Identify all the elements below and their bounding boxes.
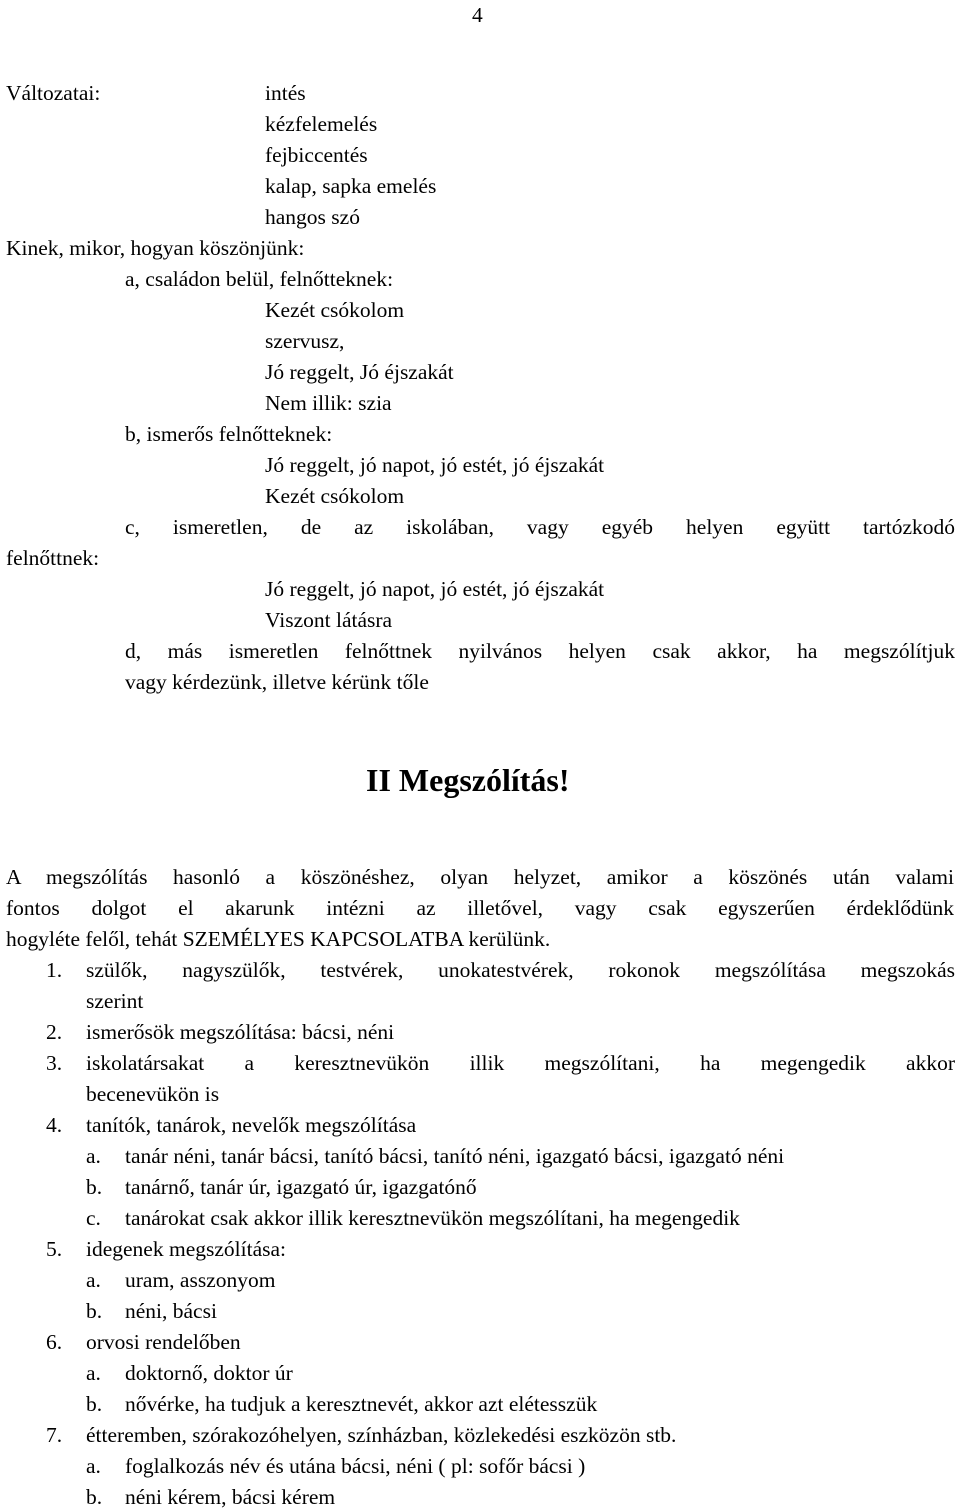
sub-item-text: nővérke, ha tudjuk a keresztnevét, akkor azt elétesszük (125, 1392, 598, 1416)
list-item-text-cont: szerint (86, 989, 144, 1013)
sub-item-text: tanár néni, tanár bácsi, tanító bácsi, tanító néni, igazgató bácsi, igazgató néni (125, 1144, 785, 1168)
sub-item-text: néni, bácsi (125, 1299, 217, 1323)
list-number: 4. (46, 1113, 63, 1137)
variant-item: fejbiccentés (265, 143, 368, 167)
list-item-text: orvosi rendelőben (86, 1330, 241, 1354)
case-b-item: Jó reggelt, jó napot, jó estét, jó éjszakát (265, 453, 605, 477)
sub-item-text: tanárnő, tanár úr, igazgató úr, igazgatónő (125, 1175, 477, 1199)
sub-letter: a. (86, 1268, 101, 1292)
sub-letter: b. (86, 1299, 103, 1323)
sub-letter: b. (86, 1392, 103, 1416)
variant-item: hangos szó (265, 205, 360, 229)
variant-item: kézfelemelés (265, 112, 378, 136)
case-a-item: szervusz, (265, 329, 345, 353)
intro-line: hogyléte felől, tehát SZEMÉLYES KAPCSOLATBA kerülünk. (6, 927, 551, 951)
section-title: II Megszólítás! (366, 762, 570, 798)
sub-letter: b. (86, 1175, 103, 1199)
case-b-item: Kezét csókolom (265, 484, 405, 508)
sub-letter: a. (86, 1361, 101, 1385)
list-item-text: ismerősök megszólítása: bácsi, néni (86, 1020, 395, 1044)
list-number: 7. (46, 1423, 63, 1447)
sub-letter: a. (86, 1144, 101, 1168)
variant-item: intés (265, 81, 306, 105)
list-number: 2. (46, 1020, 63, 1044)
case-c-label: c, ismeretlen, de az iskolában, vagy egyéb helyen együtt tartózkodó (125, 515, 955, 539)
sub-item-text: tanárokat csak akkor illik keresztnevükön megszólítani, ha megengedik (125, 1206, 740, 1230)
list-number: 1. (46, 958, 63, 982)
list-item-text: tanítók, tanárok, nevelők megszólítása (86, 1113, 417, 1137)
intro-line: fontos dolgot el akarunk intézni az illetővel, vagy csak egyszerűen érdeklődünk (6, 896, 954, 920)
list-item-text: idegenek megszólítása: (86, 1237, 286, 1261)
variants-label: Változatai: (6, 81, 101, 105)
list-item-text-cont: becenevükön is (86, 1082, 220, 1106)
sub-letter: b. (86, 1485, 103, 1509)
list-number: 3. (46, 1051, 63, 1075)
sub-item-text: foglalkozás név és utána bácsi, néni ( pl: sofőr bácsi ) (125, 1454, 586, 1478)
sub-item-text: doktornő, doktor úr (125, 1361, 293, 1385)
case-d-text-cont: vagy kérdezünk, illetve kérünk tőle (125, 670, 429, 694)
list-item-text: iskolatársakat a keresztnevükön illik megszólítani, ha megengedik akkor (86, 1051, 955, 1075)
sub-letter: c. (86, 1206, 101, 1230)
case-d-text: d, más ismeretlen felnőttnek nyilvános helyen csak akkor, ha megszólítjuk (125, 639, 955, 663)
sub-letter: a. (86, 1454, 101, 1478)
sub-item-text: uram, asszonyom (125, 1268, 276, 1292)
case-a-item: Nem illik: szia (265, 391, 392, 415)
case-a-item: Jó reggelt, Jó éjszakát (265, 360, 454, 384)
case-b-label: b, ismerős felnőtteknek: (125, 422, 333, 446)
sub-item-text: néni kérem, bácsi kérem (125, 1485, 336, 1509)
whom-heading: Kinek, mikor, hogyan köszönjünk: (6, 236, 305, 260)
case-a-item: Kezét csókolom (265, 298, 405, 322)
page-number: 4 (472, 3, 483, 27)
case-c-item: Viszont látásra (265, 608, 393, 632)
case-c-label-cont: felnőttnek: (6, 546, 100, 570)
list-number: 6. (46, 1330, 63, 1354)
variant-item: kalap, sapka emelés (265, 174, 437, 198)
list-item-text: étteremben, szórakozóhelyen, színházban, közlekedési eszközön stb. (86, 1423, 677, 1447)
intro-line: A megszólítás hasonló a köszönéshez, olyan helyzet, amikor a köszönés után valami (6, 865, 954, 889)
case-c-item: Jó reggelt, jó napot, jó estét, jó éjszakát (265, 577, 605, 601)
list-number: 5. (46, 1237, 63, 1261)
case-a-label: a, családon belül, felnőtteknek: (125, 267, 394, 291)
list-item-text: szülők, nagyszülők, testvérek, unokatestvérek, rokonok megszólítása megszokás (86, 958, 955, 982)
